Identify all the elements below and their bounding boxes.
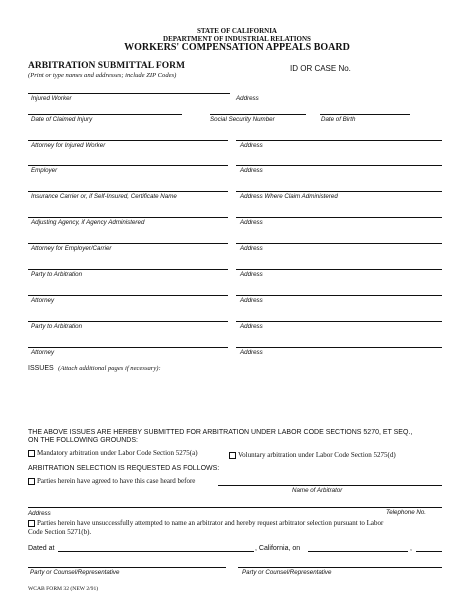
voluntary-checkbox[interactable]	[229, 452, 236, 459]
agreed-checkbox[interactable]	[28, 478, 35, 485]
claim-address-input[interactable]	[236, 191, 442, 192]
dob-input[interactable]	[320, 114, 410, 115]
date-comma: ,	[410, 545, 412, 552]
address-label: Address	[240, 349, 263, 356]
case-number-label: ID OR CASE No.	[290, 64, 351, 73]
party-1-input[interactable]	[28, 269, 228, 270]
mandatory-label: Mandatory arbitration under Labor Code Section 5275(a)	[37, 449, 198, 457]
address-6-input[interactable]	[236, 269, 442, 270]
issues-textarea[interactable]	[28, 368, 442, 418]
adjusting-agency-label: Adjusting Agency, if Agency Administered	[31, 219, 145, 226]
year-input[interactable]	[416, 551, 442, 552]
form-subtitle: (Print or type names and addresses; include ZIP Codes)	[28, 72, 177, 79]
signature-left-label: Party or Counsel/Representative	[30, 569, 120, 576]
injured-worker-input[interactable]	[28, 93, 230, 94]
mandatory-checkbox[interactable]	[28, 450, 35, 457]
party-2-label: Party to Arbitration	[31, 323, 83, 330]
agreed-label: Parties herein have agreed to have this case heard before	[37, 477, 196, 485]
date-of-injury-input[interactable]	[28, 114, 182, 115]
address-label: Address	[240, 297, 263, 304]
address-label: Address	[240, 271, 263, 278]
grounds-line-1: THE ABOVE ISSUES ARE HEREBY SUBMITTED FOR ARBITRATION UNDER LABOR CODE SECTIONS 5270, ET SEQ.,	[28, 429, 413, 436]
address-5-input[interactable]	[236, 243, 442, 244]
california-on-label: , California, on	[255, 545, 301, 552]
arbitrator-name-input[interactable]	[218, 485, 442, 486]
attorney-1-input[interactable]	[28, 295, 228, 296]
telephone-label: Telephone No.	[386, 509, 427, 516]
signature-left-input[interactable]	[28, 567, 226, 568]
form-number: WCAB FORM 32 (NEW 2/91)	[28, 586, 99, 592]
employer-label: Employer	[31, 167, 58, 174]
dated-at-input[interactable]	[58, 551, 254, 552]
issues-note: (Attach additional pages if necessary):	[58, 365, 161, 372]
signature-right-input[interactable]	[238, 567, 442, 568]
date-of-injury-label: Date of Claimed Injury	[31, 116, 93, 123]
dob-label: Date of Birth	[321, 116, 356, 123]
injured-worker-label: Injured Worker	[31, 95, 72, 102]
address-label: Address	[240, 167, 263, 174]
address-label: Address	[240, 323, 263, 330]
address-label: Address	[236, 95, 259, 102]
attorney-employer-label: Attorney for Employer/Carrier	[31, 245, 112, 252]
attorney-2-input[interactable]	[28, 347, 228, 348]
party-2-input[interactable]	[28, 321, 228, 322]
party-1-label: Party to Arbitration	[31, 271, 83, 278]
date-input[interactable]	[308, 551, 408, 552]
department-heading: DEPARTMENT OF INDUSTRIAL RELATIONS	[163, 35, 311, 43]
address-8-input[interactable]	[236, 321, 442, 322]
unsuccessful-label-line-2: Code Section 5271(b).	[28, 528, 92, 536]
attorney-1-label: Attorney	[31, 297, 55, 304]
selection-heading: ARBITRATION SELECTION IS REQUESTED AS FOLLOWS:	[28, 465, 220, 472]
arbitrator-address-input[interactable]	[28, 507, 442, 508]
insurance-carrier-label: Insurance Carrier or, if Self-Insured, Certificate Name	[31, 193, 177, 200]
address-2-input[interactable]	[236, 140, 442, 141]
address-label: Address	[240, 219, 263, 226]
signature-right-label: Party or Counsel/Representative	[242, 569, 332, 576]
ssn-label: Social Security Number	[210, 116, 275, 123]
address-9-input[interactable]	[236, 347, 442, 348]
arbitrator-address-label: Address	[28, 510, 51, 517]
grounds-line-2: ON THE FOLLOWING GROUNDS:	[28, 437, 138, 444]
address-3-input[interactable]	[236, 165, 442, 166]
address-7-input[interactable]	[236, 295, 442, 296]
voluntary-label: Voluntary arbitration under Labor Code Section 5275(d)	[238, 451, 396, 459]
claim-address-label: Address Where Claim Administered	[240, 193, 338, 200]
attorney-employer-input[interactable]	[28, 243, 228, 244]
insurance-carrier-input[interactable]	[28, 191, 228, 192]
state-heading: STATE OF CALIFORNIA	[197, 27, 277, 35]
adjusting-agency-input[interactable]	[28, 217, 228, 218]
attorney-injured-label: Attorney for Injured Worker	[31, 142, 106, 149]
board-heading: WORKERS' COMPENSATION APPEALS BOARD	[124, 42, 350, 53]
address-4-input[interactable]	[236, 217, 442, 218]
address-label: Address	[240, 142, 263, 149]
ssn-input[interactable]	[210, 114, 306, 115]
attorney-injured-input[interactable]	[28, 140, 228, 141]
form-title: ARBITRATION SUBMITTAL FORM	[28, 61, 185, 71]
employer-input[interactable]	[28, 165, 228, 166]
unsuccessful-checkbox[interactable]	[28, 520, 35, 527]
issues-label: ISSUES	[28, 365, 54, 372]
dated-at-label: Dated at	[28, 545, 55, 552]
unsuccessful-label-line-1: Parties herein have unsuccessfully attempted to name an arbitrator and hereby request arbitrator selection pursuant to Labor	[37, 519, 384, 527]
arbitrator-name-label: Name of Arbitrator	[292, 487, 343, 494]
attorney-2-label: Attorney	[31, 349, 55, 356]
address-label: Address	[240, 245, 263, 252]
